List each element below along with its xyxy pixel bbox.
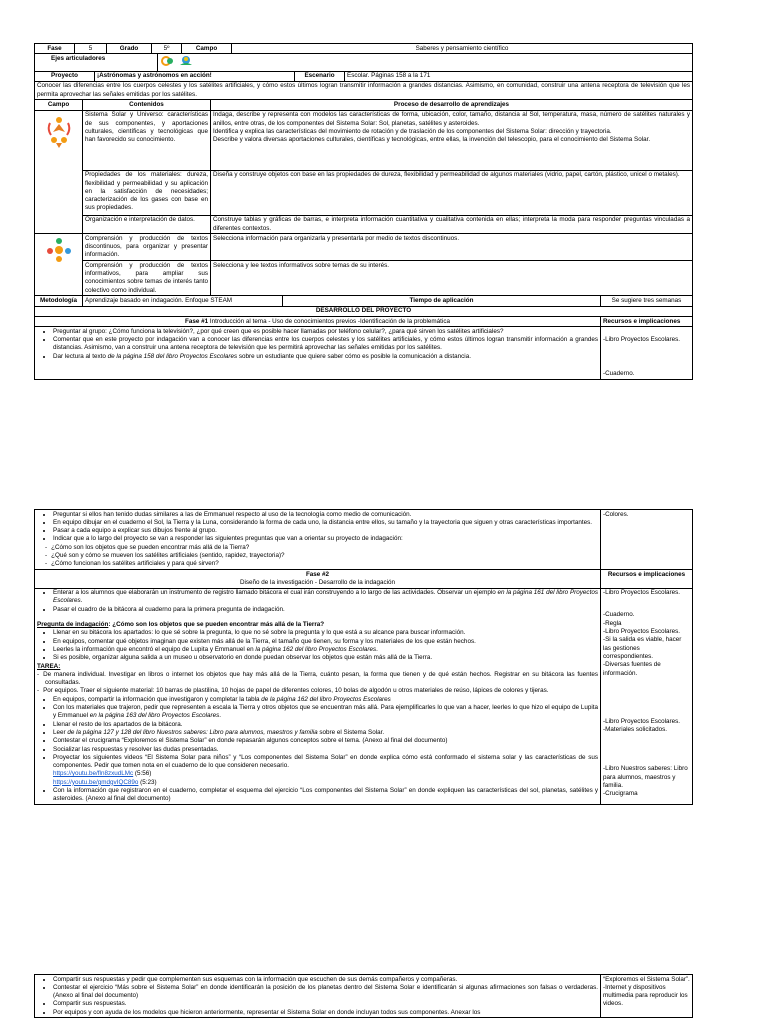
list-item: • Preguntar al grupo: ¿Cómo funciona la televisión?, ¿por qué creen que es posible hacer llamadas por teléfono celular?, ¿para qué sirven los satélites artificiales? [53, 328, 598, 336]
fase1-continued-table [34, 509, 693, 805]
guiding-question: - ¿Cómo son los objetos que se pueden encontrar más allá de la Tierra? [53, 544, 598, 552]
campo-lenguajes-icon [45, 237, 73, 266]
contenido-row [35, 110, 693, 170]
eje-inclusion-icon [160, 55, 176, 70]
grado-value: 5º [152, 44, 182, 54]
list-item: - De manera individual. Investigar en libros o internet los objetos que hay más allá de la Tierra, cuánto pesan, la forma que tienen y de qué están hechos. Registrar en su bitácora las fuentes consultadas. [45, 671, 598, 688]
proceso-text: Selecciona información para organizarla y presentarla por medio de textos discontinuos. [211, 234, 693, 261]
proyecto-table [34, 72, 693, 101]
proyecto-descripcion: Conocer las diferencias entre los cuerpos celestes y los satélites artificiales, y cómo estos últimos logran transmitir información a grandes distancias. Asimismo, en comunidad, construir una antena receptora de televisión que les permita aprovechar las señales emitidas por los satélites. [35, 81, 693, 100]
fase-value: 5 [75, 44, 107, 54]
page-2 [34, 509, 693, 805]
guiding-question: - ¿Qué son y cómo se mueven los satélites artificiales (sentido, rapidez, trayectoria)? [53, 552, 598, 560]
metodologia-value: Aprendizaje basado en indagación. Enfoque STEAM [83, 296, 283, 306]
list-item: • Con la información que registraron en el cuaderno, completar el esquema del ejercicio “Los componentes del Sistema Solar” en donde expliquen las características del sol, planetas, satélites y asteroides. (Anexo al final del documento) [53, 787, 598, 804]
list-item: • Comentar que en este proyecto por indagación van a conocer las diferencias entre los cuerpos celestes y los satélites artificiales, y cómo estos últimos logran transmitir información a grandes distancias. Asimismo, van a construir una antena receptora de televisión que les permitirá aprovechar las señales emitidas por los satélites. [53, 336, 598, 353]
page-3 [34, 974, 693, 1018]
desarrollo-title: DESARROLLO DEL PROYECTO [35, 306, 693, 316]
proyecto-label: Proyecto [35, 72, 95, 82]
video-link-2[interactable]: https://youtu.be/gmdgvIQC89o [53, 778, 139, 786]
recursos-header: Recursos e implicaciones [601, 570, 693, 589]
fase2-activities [35, 588, 601, 804]
contenido-text: Sistema Solar y Universo: características de sus componentes, y aportaciones culturales, científicas y tecnológicas que han favorecido su conocimiento. [83, 110, 211, 170]
grado-label: Grado [107, 44, 152, 54]
campo-value: Saberes y pensamiento científico [232, 44, 693, 54]
list-item: • Con los materiales que trajeron, pedir que representen a escala la Tierra y otros objetos que se encuentran más allá. Para ejemplificarles lo que van a hacer, leerles lo que hizo el equipo de Lupita y Emmanuel en la página 163 del libro Proyectos Escolares. [53, 704, 598, 721]
list-item: • Dar lectura al texto de la página 158 del libro Proyectos Escolares sobre un estudiante que quiere saber cómo es posible la comunicación a distancia. [53, 353, 598, 361]
campo-label: Campo [182, 44, 232, 54]
recursos-cell: -Colores. [601, 510, 693, 570]
fase1-title: Fase #1 Introducción al tema - Uso de conocimientos previos -Identificación de la problemática [35, 317, 601, 327]
proceso-text: Diseña y construye objetos con base en las propiedades de dureza, flexibilidad y permeabilidad de algunos materiales (vidrio, papel, cartón, plástico, unicel o metales). [211, 170, 693, 215]
list-item: • Compartir sus respuestas y pedir que complementen sus esquemas con la información que escuchen de sus demás compañeros y compañeras. [53, 976, 598, 984]
list-item: • En equipos, comentar qué objetos imaginan que existen más allá de la Tierra, el tamaño que tienen, su forma y los materiales de los que están hechos. [53, 638, 598, 646]
contenido-row [35, 170, 693, 215]
col-proceso: Proceso de desarrollo de aprendizajes [211, 100, 693, 110]
ejes-table [34, 54, 693, 71]
page3-recursos: “Exploremos el Sistema Solar”. -Internet y dispositivos multimedia para reproducir los videos. [601, 975, 693, 1018]
list-item: • Llenar en su bitácora los apartados: lo que sé sobre la pregunta, lo que no sé sobre la pregunta y lo que está a su alcance para buscar información. [53, 629, 598, 637]
list-item: • Pasar a cada equipo a explicar sus dibujos frente al grupo. [53, 527, 598, 535]
list-item: • En equipos, compartir la información que investigaron y completar la tabla de la página 162 del libro Proyectos Escolares [53, 696, 598, 704]
list-item: • Socializar las respuestas y resolver las dudas presentadas. [53, 746, 598, 754]
list-item: - Por equipos. Traer el siguiente material: 10 barras de plastilina, 10 hojas de papel de diferentes colores, 10 bolas de algodón u otros materiales de reúso, lápices de colores y tijeras. [45, 687, 598, 695]
metodologia-table [34, 296, 693, 317]
list-item: • Leerles la información que encontró el equipo de Lupita y Emmanuel en la página 162 del libro Proyectos Escolares. [53, 646, 598, 654]
fase2-recursos: -Libro Proyectos Escolares. -Cuaderno. -Regla -Libro Proyectos Escolares. -Si la salida es viable, hacer las gestiones correspondientes. -Diversas fuentes de información. -Libro Proyectos Escolares. -Materiales solicitados. -Libro Nuestros saberes: Libro para alumnos, maestros y familia. -Crucigrama [601, 588, 693, 804]
recursos-header: Recursos e implicaciones [601, 317, 693, 327]
proceso-text: Construye tablas y gráficas de barras, e interpreta información cuantitativa y cualitativa contenida en ellas; interpreta la moda para responder preguntas vinculadas a diferentes contextos. [211, 215, 693, 234]
pregunta-indagacion: Pregunta de indagación: ¿Cómo son los objetos que se pueden encontrar más allá de la Tierra? [37, 621, 325, 629]
list-item: • Por equipos y con ayuda de los modelos que hicieron anteriormente, representar el Sistema Solar en donde incluyan todos sus componentes. Anexar los [53, 1009, 598, 1017]
tarea-label: TAREA: [37, 662, 61, 670]
list-item: • Compartir sus respuestas. [53, 1000, 598, 1008]
fase1-activities [35, 327, 601, 380]
page-1 [34, 43, 693, 380]
metodologia-label: Metodología [35, 296, 83, 306]
list-item: • Indicar que a lo largo del proyecto se van a responder las siguientes preguntas que van a orientar su proyecto de indagación: [53, 535, 598, 543]
contenido-row [35, 215, 693, 234]
list-item: • Si es posible, organizar alguna salida a un museo u observatorio en donde puedan observar los objetos que están más allá de la Tierra. [53, 654, 598, 662]
header-table [34, 43, 693, 54]
list-item: • Contestar el crucigrama “Exploremos el Sistema Solar” en donde repasarán algunos conceptos sobre el tema. (Anexo al final del documento) [53, 737, 598, 745]
col-contenidos: Contenidos [83, 100, 211, 110]
contenido-text: Comprensión y producción de textos discontinuos, para organizar y presentar información. [83, 234, 211, 261]
escenario-label: Escenario [295, 72, 345, 82]
proceso-text: Indaga, describe y representa con modelos las características de forma, ubicación, color, tamaño, distancia al Sol, temperatura, masa, número de satélites naturales y anillos, entre otras, de los componentes del Sistema Solar: Sol, planetas, satélites y asteroides. Identifica y explica las características del movimiento de rotación y de traslación de los componentes del Sistema Solar: dirección y trayectoria. Describe y valora diversas aportaciones culturales, científicas y tecnológicas, entre ellas, la invención del telescopio, para el conocimiento del Sistema Solar. [211, 110, 693, 170]
tiempo-value: Se sugiere tres semanas [601, 296, 693, 306]
col-campo: Campo [35, 100, 83, 110]
ejes-label: Ejes articuladores [51, 54, 106, 62]
campo-saberes-icon [44, 115, 74, 152]
contenido-text: Organización e interpretación de datos. [83, 215, 211, 234]
list-item: • En equipo dibujar en el cuaderno el Sol, la Tierra y la Luna, considerando la forma de cada uno, la distancia entre ellos, su tamaño y la trayectoria que siguen y otras características importantes. [53, 519, 598, 527]
list-item: • Proyectar los siguientes videos “El Sistema Solar para niños” y “Los componentes del Sistema Solar” en donde explica cómo está conformado el sistema solar y las características de sus componentes. Pedir que tomen nota en el cuaderno de lo que consideren necesario. https://youtu.be/fln8zxudLMc (5:56) https://youtu.be/gmdgvIQC89o (5:23) [53, 754, 598, 787]
list-item: • Enterar a los alumnos que elaborarán un instrumento de registro llamado bitácora el cual irán construyendo a lo largo de las actividades. Observar un ejemplo en la página 161 del libro Proyectos Escolares. [53, 589, 598, 606]
contenido-text: Propiedades de los materiales: dureza, flexibilidad y permeabilidad y su aplicación en la satisfacción de necesidades; caracterización de los gases con base en sus propiedades. [83, 170, 211, 215]
page3-activities [35, 975, 601, 1018]
list-item: • Pasar el cuadro de la bitácora al cuaderno para la primera pregunta de indagación. [53, 606, 598, 614]
contenido-row [35, 261, 693, 296]
video-link-1[interactable]: https://youtu.be/fln8zxudLMc [53, 770, 134, 778]
fase1-table [34, 317, 693, 380]
eje-interculturalidad-icon [178, 55, 194, 70]
tiempo-label: Tiempo de aplicación [283, 296, 601, 306]
list-item: • Contestar el ejercicio “Más sobre el Sistema Solar” en donde identificarán la posición de los planetas dentro del Sistema Solar e identificarán si algunas afirmaciones son falsas o verdaderas. (Anexo al final del documento) [53, 984, 598, 1001]
contenidos-table [34, 100, 693, 296]
fase1-recursos: -Libro Proyectos Escolares. -Cuaderno. [601, 327, 693, 380]
fase2-title: Fase #2 Diseño de la investigación - Desarrollo de la indagación [35, 570, 601, 589]
contenido-row [35, 234, 693, 261]
proyecto-value: ¡Astrónomas y astrónomos en acción! [95, 72, 295, 82]
list-item: • Llenar el resto de los apartados de la bitácora. [53, 721, 598, 729]
guiding-question: - ¿Cómo funcionan los satélites artificiales y para qué sirven? [53, 560, 598, 568]
fase1-activities-cont [35, 510, 601, 570]
fase-label: Fase [35, 44, 75, 54]
page3-table [34, 974, 693, 1018]
escenario-value: Escolar. Páginas 158 a la 171 [345, 72, 693, 82]
list-item: • Preguntar si ellos han tenido dudas similares a las de Emmanuel respecto al uso de la tecnología como medio de comunicación. [53, 511, 598, 519]
contenido-text: Comprensión y producción de textos informativos, para ampliar sus conocimientos sobre temas de interés tanto colectivo como individual. [83, 261, 211, 296]
list-item: • Leer de la página 127 y 128 del libro Nuestros saberes: Libro para alumnos, maestros y familia sobre el Sistema Solar. [53, 729, 598, 737]
proceso-text: Selecciona y lee textos informativos sobre temas de su interés. [211, 261, 693, 296]
